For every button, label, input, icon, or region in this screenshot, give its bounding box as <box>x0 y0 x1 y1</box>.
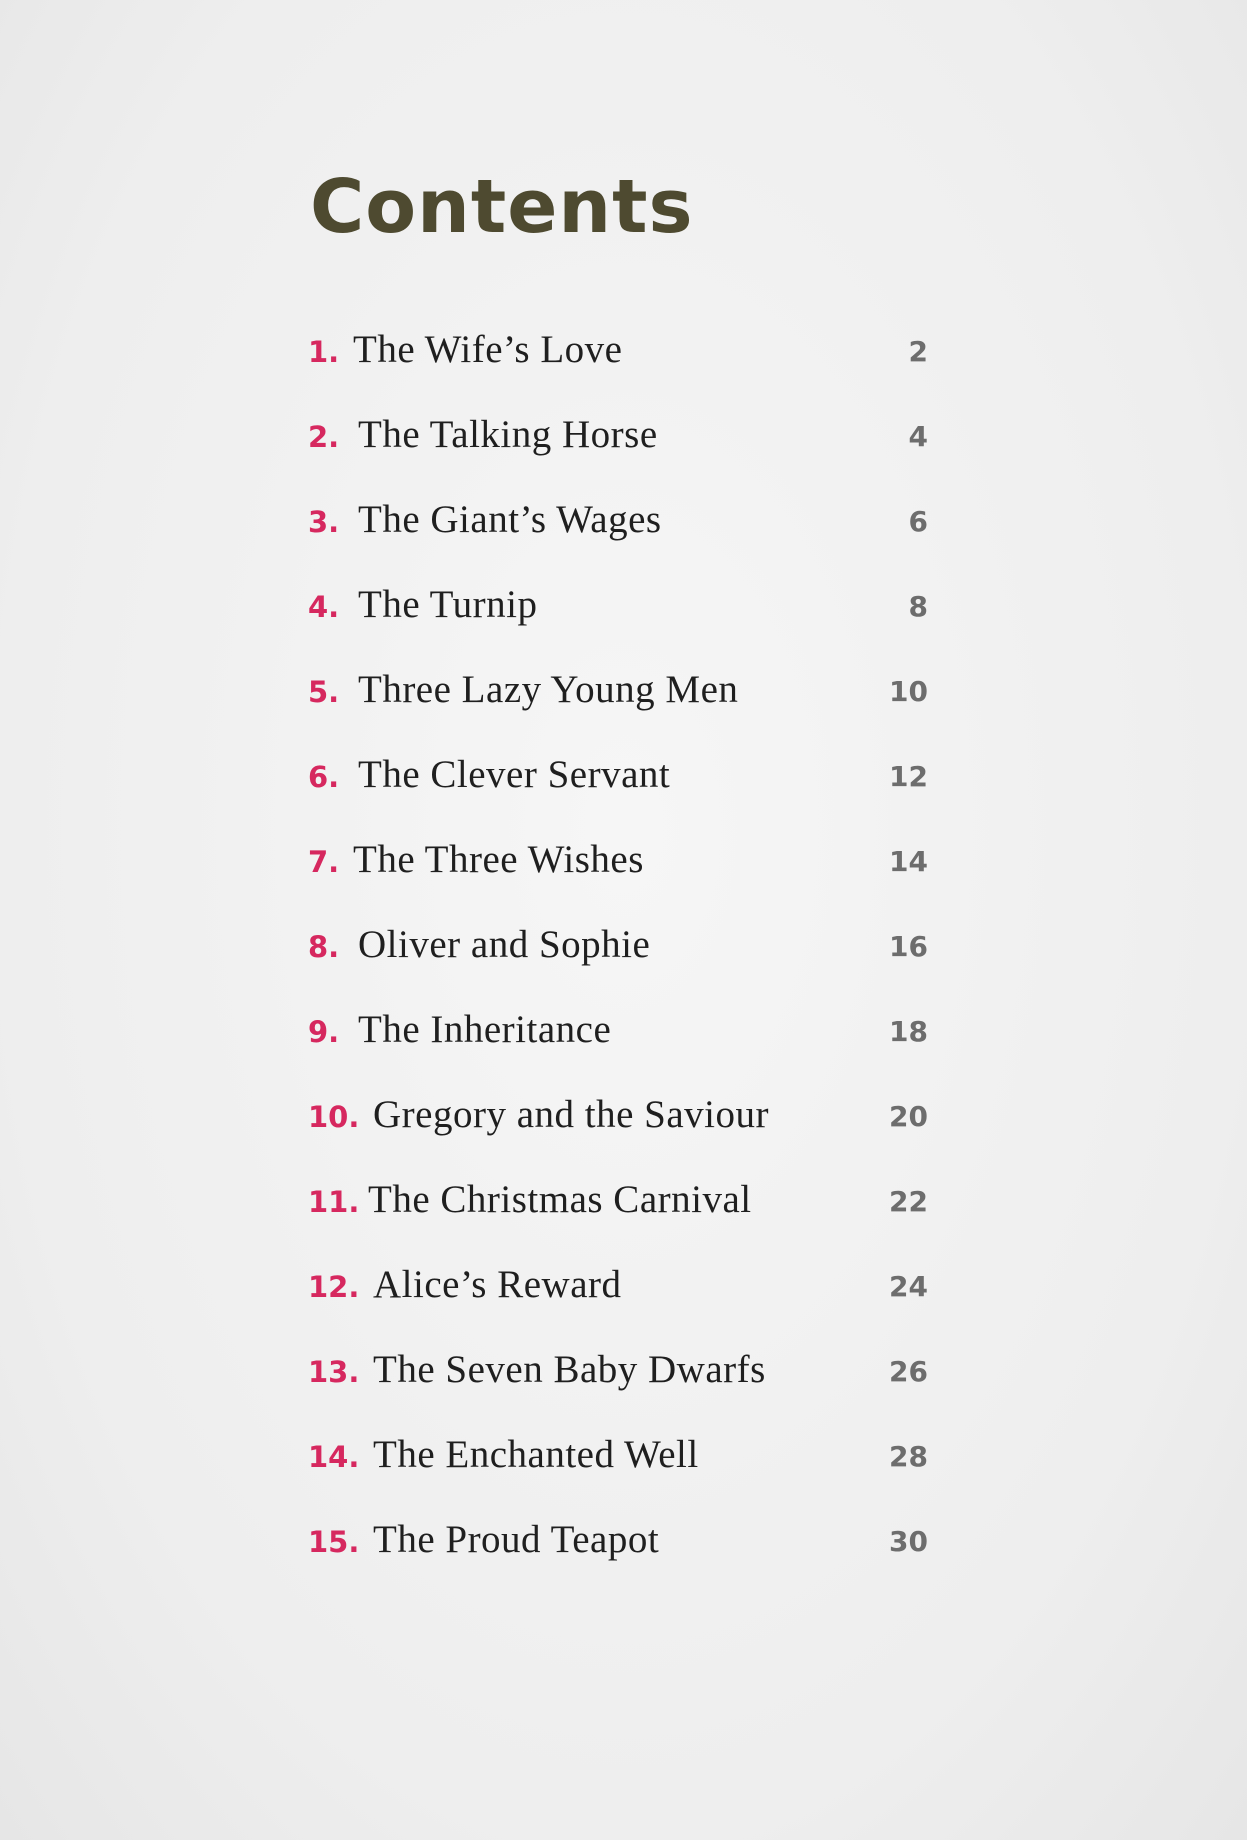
toc-entry-number: 15. <box>308 1525 360 1559</box>
toc-entry[interactable] <box>308 1265 938 1325</box>
toc-entry-page: 20 <box>889 1100 928 1133</box>
toc-entry-title: The Christmas Carnival <box>368 1178 752 1221</box>
toc-entry-title: Gregory and the Saviour <box>373 1093 769 1136</box>
toc-entry[interactable] <box>308 670 938 730</box>
toc-entry-title: The Giant’s Wages <box>358 498 662 541</box>
toc-entry-number: 8. <box>308 930 340 964</box>
toc-entry[interactable] <box>308 755 938 815</box>
toc-entry-title: The Talking Horse <box>358 413 658 456</box>
toc-entry-number: 6. <box>308 760 340 794</box>
toc-entry-title: Oliver and Sophie <box>358 923 651 966</box>
toc-entry-page: 28 <box>889 1440 928 1473</box>
toc-entry-number: 3. <box>308 505 340 539</box>
toc-entry[interactable] <box>308 1095 938 1155</box>
toc-entry-number: 4. <box>308 590 340 624</box>
toc-entry[interactable] <box>308 500 938 560</box>
toc-entry[interactable] <box>308 1435 938 1495</box>
page-title: Contents <box>310 164 694 250</box>
toc-entry-number: 11. <box>308 1185 360 1219</box>
toc-entry-number: 12. <box>308 1270 360 1304</box>
toc-entry-title: The Three Wishes <box>353 838 644 881</box>
toc-entry[interactable] <box>308 585 938 645</box>
toc-entry-number: 7. <box>308 845 340 879</box>
toc-entry-page: 16 <box>889 930 928 963</box>
toc-entry-number: 9. <box>308 1015 340 1049</box>
toc-entry-number: 1. <box>308 335 340 369</box>
toc-entry-page: 12 <box>889 760 928 793</box>
toc-entry-title: The Turnip <box>358 583 538 626</box>
toc-entry-page: 8 <box>908 590 928 623</box>
toc-entry[interactable] <box>308 1010 938 1070</box>
toc-entry-number: 13. <box>308 1355 360 1389</box>
toc-entry[interactable] <box>308 840 938 900</box>
toc-entry-page: 4 <box>908 420 928 453</box>
toc-entry[interactable] <box>308 1350 938 1410</box>
toc-entry-page: 2 <box>908 335 928 368</box>
toc-entry[interactable] <box>308 925 938 985</box>
toc-entry-number: 14. <box>308 1440 360 1474</box>
toc-entry-title: Three Lazy Young Men <box>358 668 739 711</box>
toc-entry-title: The Clever Servant <box>358 753 671 796</box>
toc-entry-page: 30 <box>889 1525 928 1558</box>
toc-entry-title: The Inheritance <box>358 1008 612 1051</box>
toc-entry-page: 22 <box>889 1185 928 1218</box>
toc-entry-number: 2. <box>308 420 340 454</box>
toc-entry[interactable] <box>308 1520 938 1580</box>
toc-entry-title: The Proud Teapot <box>373 1518 660 1561</box>
toc-entry-page: 18 <box>889 1015 928 1048</box>
toc-entry-title: The Wife’s Love <box>353 328 623 371</box>
toc-entry-title: The Enchanted Well <box>373 1433 699 1476</box>
toc-entry-page: 10 <box>889 675 928 708</box>
toc-entry-page: 6 <box>908 505 928 538</box>
toc-entry-title: Alice’s Reward <box>373 1263 622 1306</box>
toc-entry[interactable] <box>308 415 938 475</box>
toc-entry-page: 14 <box>889 845 928 878</box>
toc-entry[interactable] <box>308 330 938 390</box>
toc-entry-page: 26 <box>889 1355 928 1388</box>
toc-entry-number: 5. <box>308 675 340 709</box>
toc-entry-number: 10. <box>308 1100 360 1134</box>
toc-entry[interactable] <box>308 1180 938 1240</box>
toc-entry-title: The Seven Baby Dwarfs <box>373 1348 766 1391</box>
toc-entry-page: 24 <box>889 1270 928 1303</box>
